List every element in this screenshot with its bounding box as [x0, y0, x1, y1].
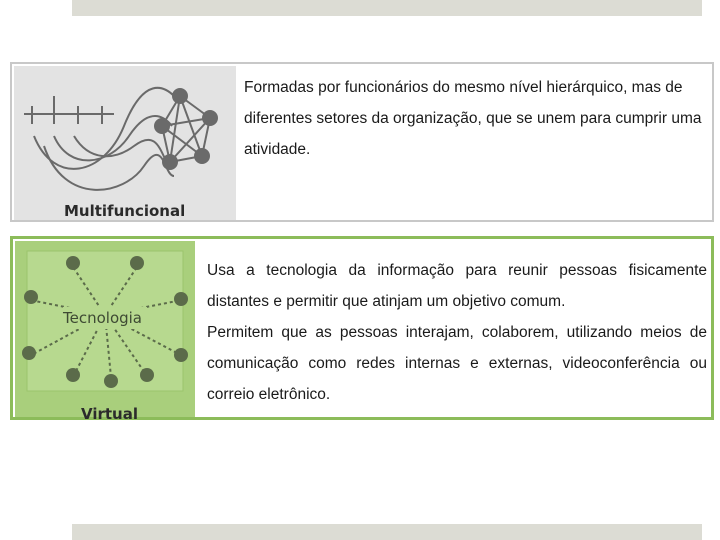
virtual-description: [207, 255, 707, 410]
multifunctional-card: [10, 62, 714, 222]
virtual-paragraph-2: Permitem que as pessoas interajam, colaborem, utilizando meios de comunicação como redes internas e externas, videoconferência ou correio eletrônico.: [207, 324, 707, 403]
virtual-caption: Virtual: [81, 405, 138, 423]
virtual-technology-diagram: [15, 241, 195, 417]
virtual-card: [10, 236, 714, 423]
virtual-paragraph-1: Usa a tecnologia da informação para reunir pessoas fisicamente distantes e permitir que atinjam um objetivo comum.: [207, 262, 707, 310]
bottom-decorative-bar: [72, 524, 702, 540]
multifunctional-caption: Multifuncional: [64, 202, 186, 220]
multifunctional-network-diagram: [14, 66, 236, 220]
virtual-illustration: [15, 241, 195, 423]
multifunctional-description: Formadas por funcionários do mesmo nível hierárquico, mas de diferentes setores da organização, que se unem para cumprir uma atividade.: [244, 79, 702, 158]
virtual-diagram-label: Tecnologia: [63, 309, 142, 327]
top-decorative-bar: [72, 0, 702, 16]
multifunctional-illustration: [14, 66, 236, 220]
